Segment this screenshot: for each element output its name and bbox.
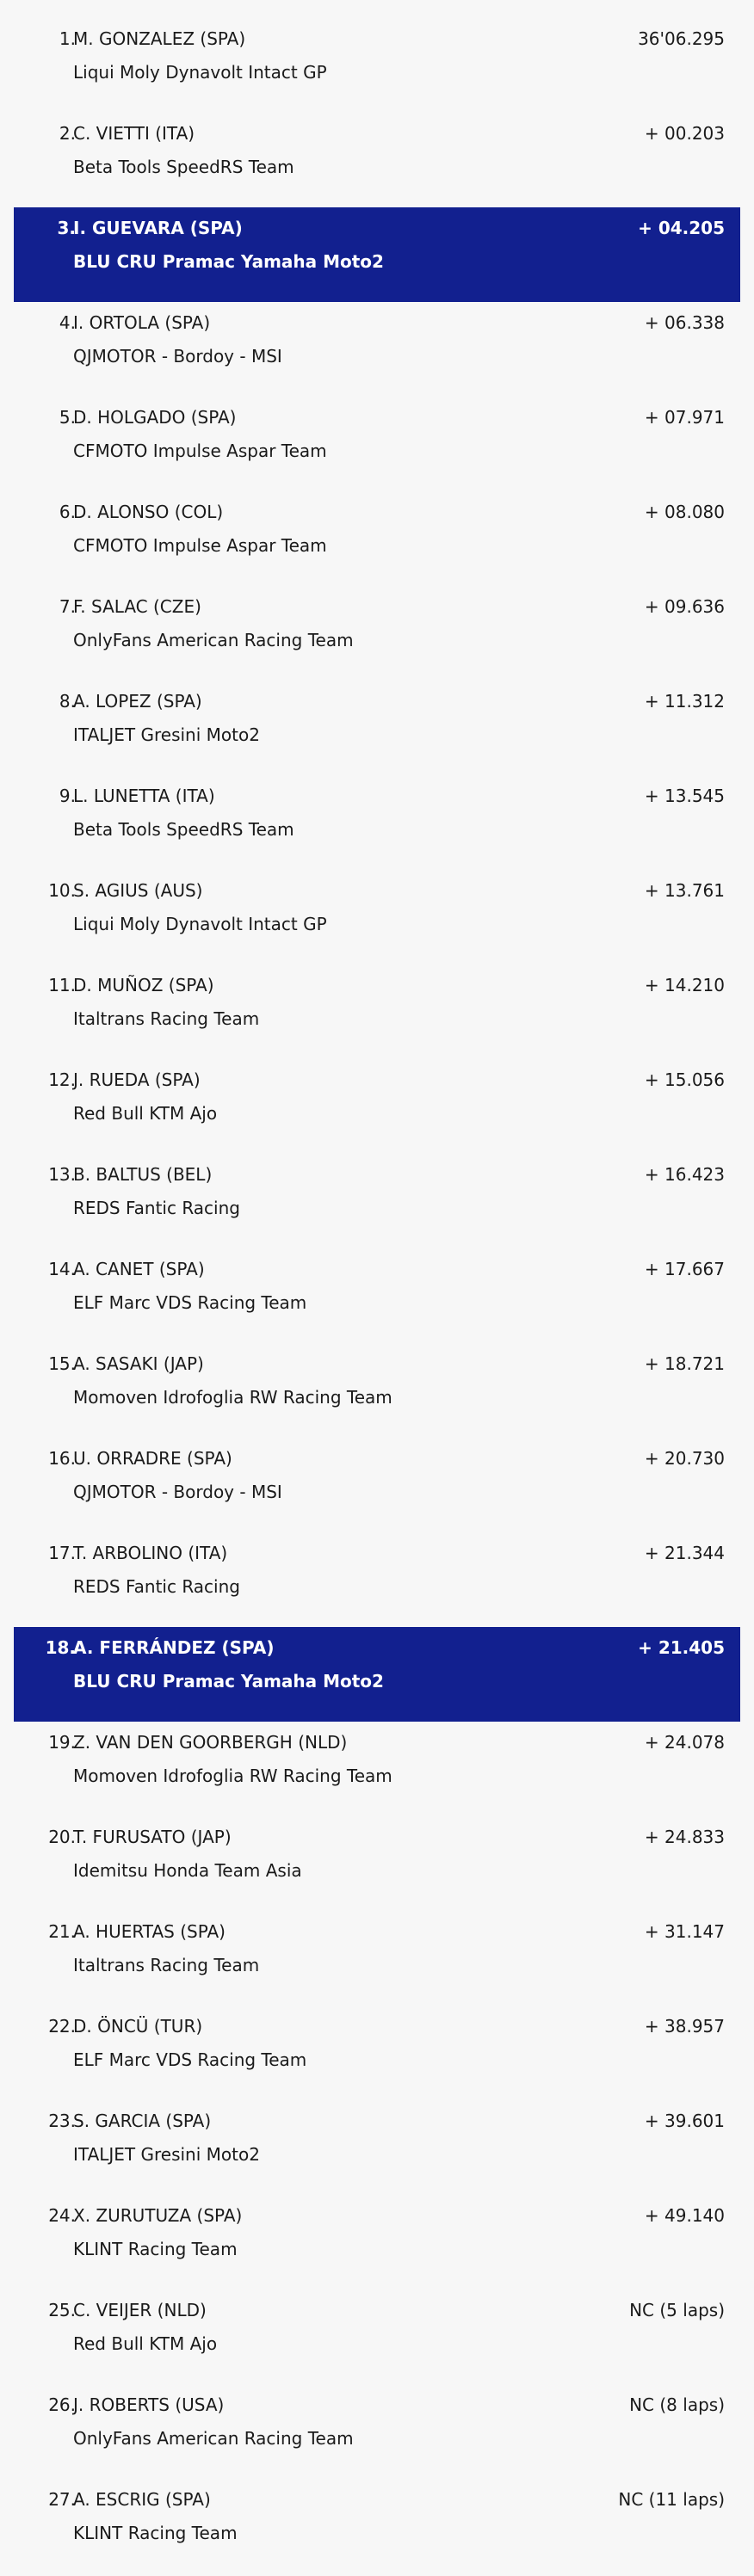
race-time: + 00.203: [644, 123, 725, 144]
position: 19.: [48, 1732, 76, 1753]
team-name[interactable]: OnlyFans American Racing Team: [73, 2428, 354, 2449]
rider-name[interactable]: I. ORTOLA (SPA): [73, 312, 211, 333]
position: 24.: [48, 2205, 76, 2226]
race-time: + 31.147: [644, 1921, 725, 1942]
position: 22.: [48, 2016, 76, 2037]
result-row-7: [14, 586, 740, 681]
team-name[interactable]: ELF Marc VDS Racing Team: [73, 2049, 307, 2070]
rider-name[interactable]: X. ZURUTUZA (SPA): [73, 2205, 243, 2226]
position: 16.: [48, 1448, 76, 1469]
result-row-20: [14, 1816, 740, 1911]
race-time: + 24.078: [644, 1732, 725, 1753]
result-row-25: [14, 2289, 740, 2384]
result-row-14: [14, 1248, 740, 1343]
rider-name[interactable]: D. HOLGADO (SPA): [73, 407, 237, 428]
result-row-5: [14, 397, 740, 491]
result-row-10: [14, 870, 740, 964]
race-time: 36'06.295: [638, 28, 725, 49]
position: 15.: [48, 1353, 76, 1374]
result-row-24: [14, 2195, 740, 2289]
rider-name[interactable]: D. ALONSO (COL): [73, 502, 224, 522]
team-name[interactable]: Liqui Moly Dynavolt Intact GP: [73, 62, 327, 83]
result-row-9: [14, 775, 740, 870]
team-name[interactable]: Beta Tools SpeedRS Team: [73, 157, 294, 177]
rider-name[interactable]: S. GARCIA (SPA): [73, 2111, 212, 2131]
team-name[interactable]: QJMOTOR - Bordoy - MSI: [73, 346, 282, 367]
team-name[interactable]: ITALJET Gresini Moto2: [73, 724, 260, 745]
result-row-17: [14, 1532, 740, 1627]
race-time: + 13.761: [644, 880, 725, 901]
rider-name[interactable]: A. LOPEZ (SPA): [73, 691, 202, 712]
position: 18.: [45, 1637, 76, 1658]
race-time: + 16.423: [644, 1164, 725, 1185]
rider-name[interactable]: D. ÖNCÜ (TUR): [73, 2016, 203, 2037]
rider-name[interactable]: U. ORRADRE (SPA): [73, 1448, 232, 1469]
team-name[interactable]: Italtrans Racing Team: [73, 1008, 260, 1029]
race-time: NC (8 laps): [629, 2394, 725, 2415]
position: 2.: [59, 123, 76, 144]
result-row-18: [14, 1627, 740, 1722]
race-time: + 13.545: [644, 786, 725, 806]
result-row-22: [14, 2006, 740, 2100]
rider-name[interactable]: A. CANET (SPA): [73, 1259, 205, 1279]
result-row-27: [14, 2479, 740, 2573]
team-name[interactable]: QJMOTOR - Bordoy - MSI: [73, 1482, 282, 1502]
rider-name[interactable]: B. BALTUS (BEL): [73, 1164, 213, 1185]
rider-name[interactable]: A. ESCRIG (SPA): [73, 2489, 211, 2510]
result-row-8: [14, 681, 740, 775]
team-name[interactable]: ELF Marc VDS Racing Team: [73, 1292, 307, 1313]
result-row-15: [14, 1343, 740, 1438]
position: 21.: [48, 1921, 76, 1942]
position: 26.: [48, 2394, 76, 2415]
race-time: + 08.080: [644, 502, 725, 522]
team-name[interactable]: ITALJET Gresini Moto2: [73, 2144, 260, 2165]
result-row-1: [14, 18, 740, 113]
team-name[interactable]: BLU CRU Pramac Yamaha Moto2: [73, 1671, 384, 1692]
team-name[interactable]: KLINT Racing Team: [73, 2239, 238, 2259]
race-time: + 21.344: [644, 1543, 725, 1563]
team-name[interactable]: Liqui Moly Dynavolt Intact GP: [73, 914, 327, 934]
race-time: + 49.140: [644, 2205, 725, 2226]
rider-name[interactable]: J. RUEDA (SPA): [73, 1069, 201, 1090]
race-time: + 17.667: [644, 1259, 725, 1279]
race-time: + 21.405: [638, 1637, 725, 1658]
rider-name[interactable]: A. FERRÁNDEZ (SPA): [73, 1637, 275, 1658]
position: 17.: [48, 1543, 76, 1563]
race-time: + 38.957: [644, 2016, 725, 2037]
position: 12.: [48, 1069, 76, 1090]
position: 23.: [48, 2111, 76, 2131]
team-name[interactable]: Momoven Idrofoglia RW Racing Team: [73, 1766, 392, 1786]
position: 27.: [48, 2489, 76, 2510]
rider-name[interactable]: I. GUEVARA (SPA): [73, 218, 243, 238]
result-row-16: [14, 1438, 740, 1532]
rider-name[interactable]: Z. VAN DEN GOORBERGH (NLD): [73, 1732, 348, 1753]
team-name[interactable]: REDS Fantic Racing: [73, 1576, 240, 1597]
team-name[interactable]: CFMOTO Impulse Aspar Team: [73, 441, 327, 461]
rider-name[interactable]: C. VEIJER (NLD): [73, 2300, 207, 2320]
position: 10.: [48, 880, 76, 901]
position: 4.: [59, 312, 76, 333]
position: 8.: [59, 691, 76, 712]
result-row-6: [14, 491, 740, 586]
result-row-2: [14, 113, 740, 207]
result-row-26: [14, 2384, 740, 2479]
race-time: + 11.312: [644, 691, 725, 712]
team-name[interactable]: OnlyFans American Racing Team: [73, 630, 354, 650]
position: 1.: [59, 28, 76, 49]
race-time: + 09.636: [644, 596, 725, 617]
rider-name[interactable]: L. LUNETTA (ITA): [73, 786, 215, 806]
rider-name[interactable]: A. SASAKI (JAP): [73, 1353, 204, 1374]
result-row-4: [14, 302, 740, 397]
race-time: + 04.205: [638, 218, 725, 238]
position: 9.: [59, 786, 76, 806]
rider-name[interactable]: C. VIETTI (ITA): [73, 123, 195, 144]
result-row-19: [14, 1722, 740, 1816]
rider-name[interactable]: A. HUERTAS (SPA): [73, 1921, 226, 1942]
position: 6.: [59, 502, 76, 522]
race-time: + 07.971: [644, 407, 725, 428]
rider-name[interactable]: D. MUÑOZ (SPA): [73, 975, 214, 995]
race-time: + 06.338: [644, 312, 725, 333]
result-row-21: [14, 1911, 740, 2006]
position: 14.: [48, 1259, 76, 1279]
team-name[interactable]: Momoven Idrofoglia RW Racing Team: [73, 1387, 392, 1408]
position: 11.: [48, 975, 76, 995]
team-name[interactable]: BLU CRU Pramac Yamaha Moto2: [73, 251, 384, 272]
position: 5.: [59, 407, 76, 428]
rider-name[interactable]: M. GONZALEZ (SPA): [73, 28, 246, 49]
team-name[interactable]: Idemitsu Honda Team Asia: [73, 1860, 302, 1881]
race-time: + 18.721: [644, 1353, 725, 1374]
race-time: NC (5 laps): [629, 2300, 725, 2320]
team-name[interactable]: REDS Fantic Racing: [73, 1198, 240, 1218]
rider-name[interactable]: F. SALAC (CZE): [73, 596, 201, 617]
team-name[interactable]: Beta Tools SpeedRS Team: [73, 819, 294, 840]
rider-name[interactable]: J. ROBERTS (USA): [73, 2394, 225, 2415]
team-name[interactable]: Red Bull KTM Ajo: [73, 1103, 218, 1124]
result-row-23: [14, 2100, 740, 2195]
result-row-12: [14, 1059, 740, 1154]
race-time: + 39.601: [644, 2111, 725, 2131]
rider-name[interactable]: T. ARBOLINO (ITA): [73, 1543, 228, 1563]
position: 13.: [48, 1164, 76, 1185]
position: 7.: [59, 596, 76, 617]
team-name[interactable]: CFMOTO Impulse Aspar Team: [73, 535, 327, 556]
team-name[interactable]: Red Bull KTM Ajo: [73, 2333, 218, 2354]
result-row-13: [14, 1154, 740, 1248]
team-name[interactable]: KLINT Racing Team: [73, 2523, 238, 2543]
position: 25.: [48, 2300, 76, 2320]
race-time: + 14.210: [644, 975, 725, 995]
race-time: + 24.833: [644, 1827, 725, 1847]
race-time: + 20.730: [644, 1448, 725, 1469]
rider-name[interactable]: S. AGIUS (AUS): [73, 880, 203, 901]
result-row-3: [14, 207, 740, 302]
result-row-11: [14, 964, 740, 1059]
race-time: + 15.056: [644, 1069, 725, 1090]
position: 20.: [48, 1827, 76, 1847]
race-time: NC (11 laps): [618, 2489, 725, 2510]
position: 3.: [57, 218, 76, 238]
team-name[interactable]: Italtrans Racing Team: [73, 1955, 260, 1975]
rider-name[interactable]: T. FURUSATO (JAP): [73, 1827, 232, 1847]
